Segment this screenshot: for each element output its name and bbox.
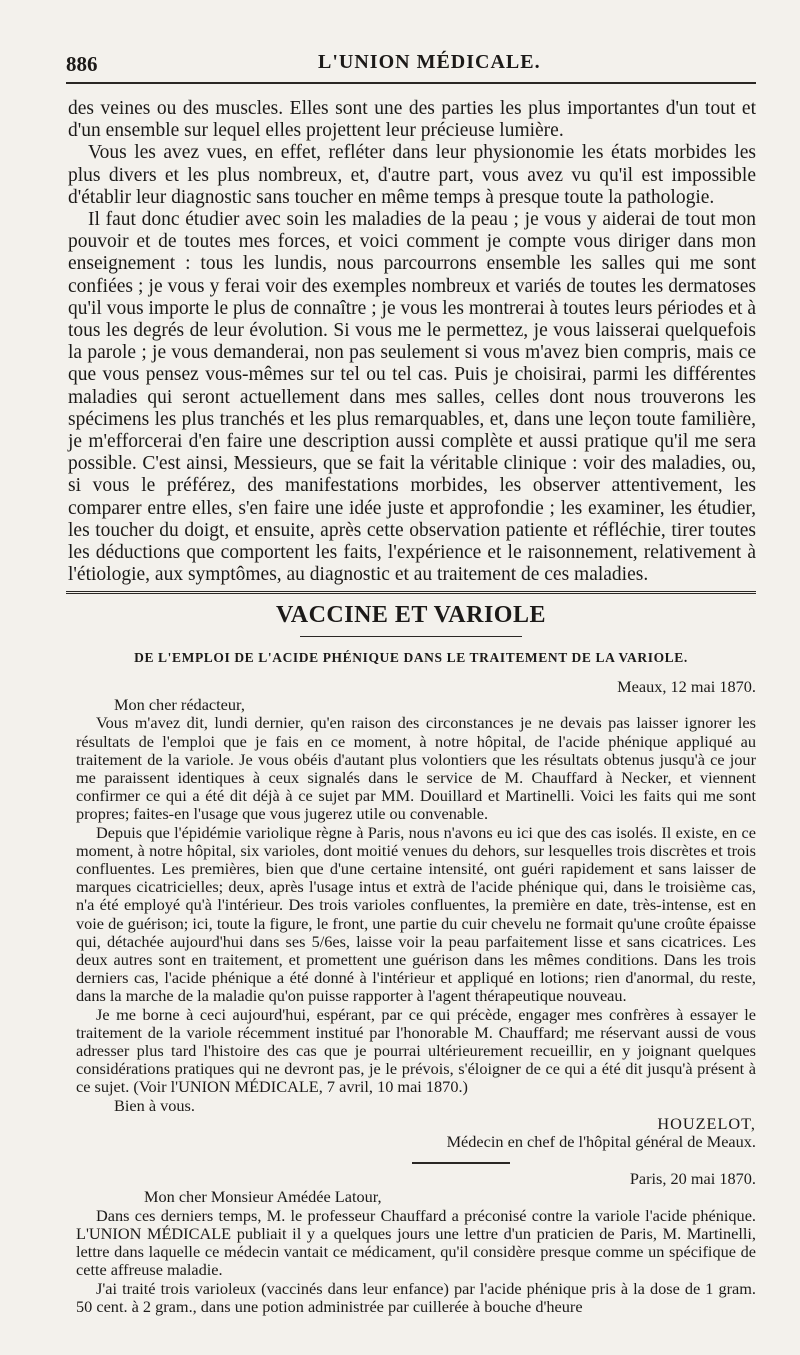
paragraph: Dans ces derniers temps, M. le professeur Chauffard a préconisé contre la variole l'acide phénique. L'UNION MÉDICALE publiait il y a quelques jours une lettre d'un praticien de Paris, M. Martinelli, lettre dans laquelle ce médecin vantait ce médicament, qu'il considère presque comme un spécifique de cette affreuse maladie.: [76, 1205, 756, 1280]
lecture-text: [68, 98, 756, 586]
closing: Bien à vous.: [114, 1095, 195, 1115]
dateline: Meaux, 12 mai 1870.: [617, 677, 756, 696]
paragraph: des veines ou des muscles. Elles sont une des parties les plus importantes d'un tout et d'un ensemble sur lequel elles projettent leur précieuse lumière.: [68, 98, 756, 142]
title-rule: [300, 636, 522, 637]
letter-latour: [76, 1170, 756, 1316]
letter-divider: [412, 1162, 510, 1164]
section-divider: [66, 591, 756, 594]
signature-title: Médecin en chef de l'hôpital général de Meaux.: [446, 1132, 756, 1152]
salutation: Mon cher Monsieur Amédée Latour,: [144, 1187, 382, 1207]
page-header: [66, 48, 756, 84]
letter-houzelot: [76, 678, 756, 1151]
page-number: 886: [66, 52, 98, 76]
salutation: Mon cher rédacteur,: [114, 695, 245, 715]
paragraph: Vous les avez vues, en effet, refléter dans leur physionomie les états morbides les plus divers et les plus nombreux, et, d'autre part, vous avez vu qu'il est impossible d'établir leur diagnostic sans toucher en même temps à presque toute la pathologie.: [68, 142, 756, 208]
paragraph: Il faut donc étudier avec soin les maladies de la peau ; je vous y aiderai de tout mon pouvoir et de toutes mes forces, et voici comment je compte vous diriger dans mon enseignement : tous les lundis, nous parcourrons ensemble les salles qui me sont confiées ; je vous y ferai voir des exemples nombreux et variés de toutes les dermatoses qu'il vous importe le plus de connaître ; je vous les montrerai à toutes leurs périodes et à tous les degrés de leur évolution. Si vous me le permettez, je vous laisserai quelquefois la parole ; je vous demanderai, non pas seulement si vous m'avez bien compris, mais ce que vous pensez vous-mêmes sur tel ou tel cas. Puis je choisirai, parmi les différentes maladies qui seront actuellement dans mes salles, celles dont nous trouverons les spécimens les plus tranchés et les plus remarquables, et, dans une leçon toute familière, je m'efforcerai d'en faire une description aussi complète et aussi pratique qu'il me sera possible. C'est ainsi, Messieurs, que se fait la véritable clinique : voir des maladies, ou, si vous le préférez, des manifestations morbides, les observer attentivement, les comparer entre elles, s'en faire une idée juste et approfondie ; les examiner, les étudier, les toucher du doigt, et ensuite, après cette observation patiente et réfléchie, tirer toutes les déductions que comportent les faits, l'expérience et le raisonnement, relativement à l'étiologie, aux symptômes, au diagnostic et au traitement de ces maladies.: [68, 209, 756, 586]
signature: HOUZELOT,: [657, 1113, 756, 1133]
article-title: VACCINE ET VARIOLE: [276, 602, 546, 628]
running-title: L'UNION MÉDICALE.: [318, 51, 541, 73]
paragraph: J'ai traité trois varioleux (vaccinés dans leur enfance) par l'acide phénique pris à la dose de 1 gram. 50 cent. à 2 gram., dans une potion administrée par cuillerée à bouche d'heure: [76, 1278, 756, 1317]
article-subtitle: DE L'EMPLOI DE L'ACIDE PHÉNIQUE DANS LE TRAITEMENT DE LA VARIOLE.: [134, 650, 688, 665]
paragraph: Depuis que l'épidémie variolique règne à Paris, nous n'avons eu ici que des cas isolés. Il existe, en ce moment, à notre hôpital, six varioles, dont moitié venues du dehors, sur lesquelles trois discrètes et trois confluentes. Les premières, bien que d'une certaine intensité, ont guéri rapidement et sans laisser de marques cicatricielles; deux, après l'usage intus et extrà de l'acide phénique qui, dans le troisième cas, n'a été employé qu'à l'intérieur. Des trois varioles confluentes, la première en date, très-intense, est en voie de guérison; ici, toute la figure, le front, une partie du cuir chevelu ne formait qu'une croûte épaisse qui, détachée aujourd'hui dans ses 5/6es, laisse voir la peau parfaitement lisse et sans cicatrices. Les deux autres sont en traitement, et promettent une guérison dans les mêmes conditions. Dans les trois derniers cas, l'acide phénique a été donné à l'intérieur et appliqué en lotions; rien d'anormal, du reste, dans la marche de la maladie qu'on puisse rapporter à l'agent thérapeutique nouveau.: [76, 822, 756, 1006]
paragraph: Vous m'avez dit, lundi dernier, qu'en raison des circonstances je ne devais pas laisser ignorer les résultats de l'emploi que je fais en ce moment, à notre hôpital, de l'acide phénique appliqué au traitement de la variole. Je vous obéis d'autant plus volontiers que les résultats obtenus jusqu'à ce jour me paraissent identiques à ceux signalés dans le service de M. Chauffard à Necker, et viennent confirmer ce qui a été dit déjà à ce sujet par MM. Douillard et Martinelli. Voici les faits qui me sont propres; faites-en l'usage que vous jugerez utile ou convenable.: [76, 713, 756, 824]
paragraph: Je me borne à ceci aujourd'hui, espérant, par ce qui précède, engager mes confrères à essayer le traitement de la variole récemment institué par l'honorable M. Chauffard; me réservant aussi de vous adresser plus tard l'histoire des cas que je pourrai ultérieurement recueillir, en y joignant quelques considérations pratiques qui ne devront pas, je le prévois, s'éloigner de ce qui a été dit jusqu'à présent à ce sujet. (Voir l'UNION MÉDICALE, 7 avril, 10 mai 1870.): [76, 1004, 756, 1097]
dateline: Paris, 20 mai 1870.: [629, 1169, 756, 1188]
